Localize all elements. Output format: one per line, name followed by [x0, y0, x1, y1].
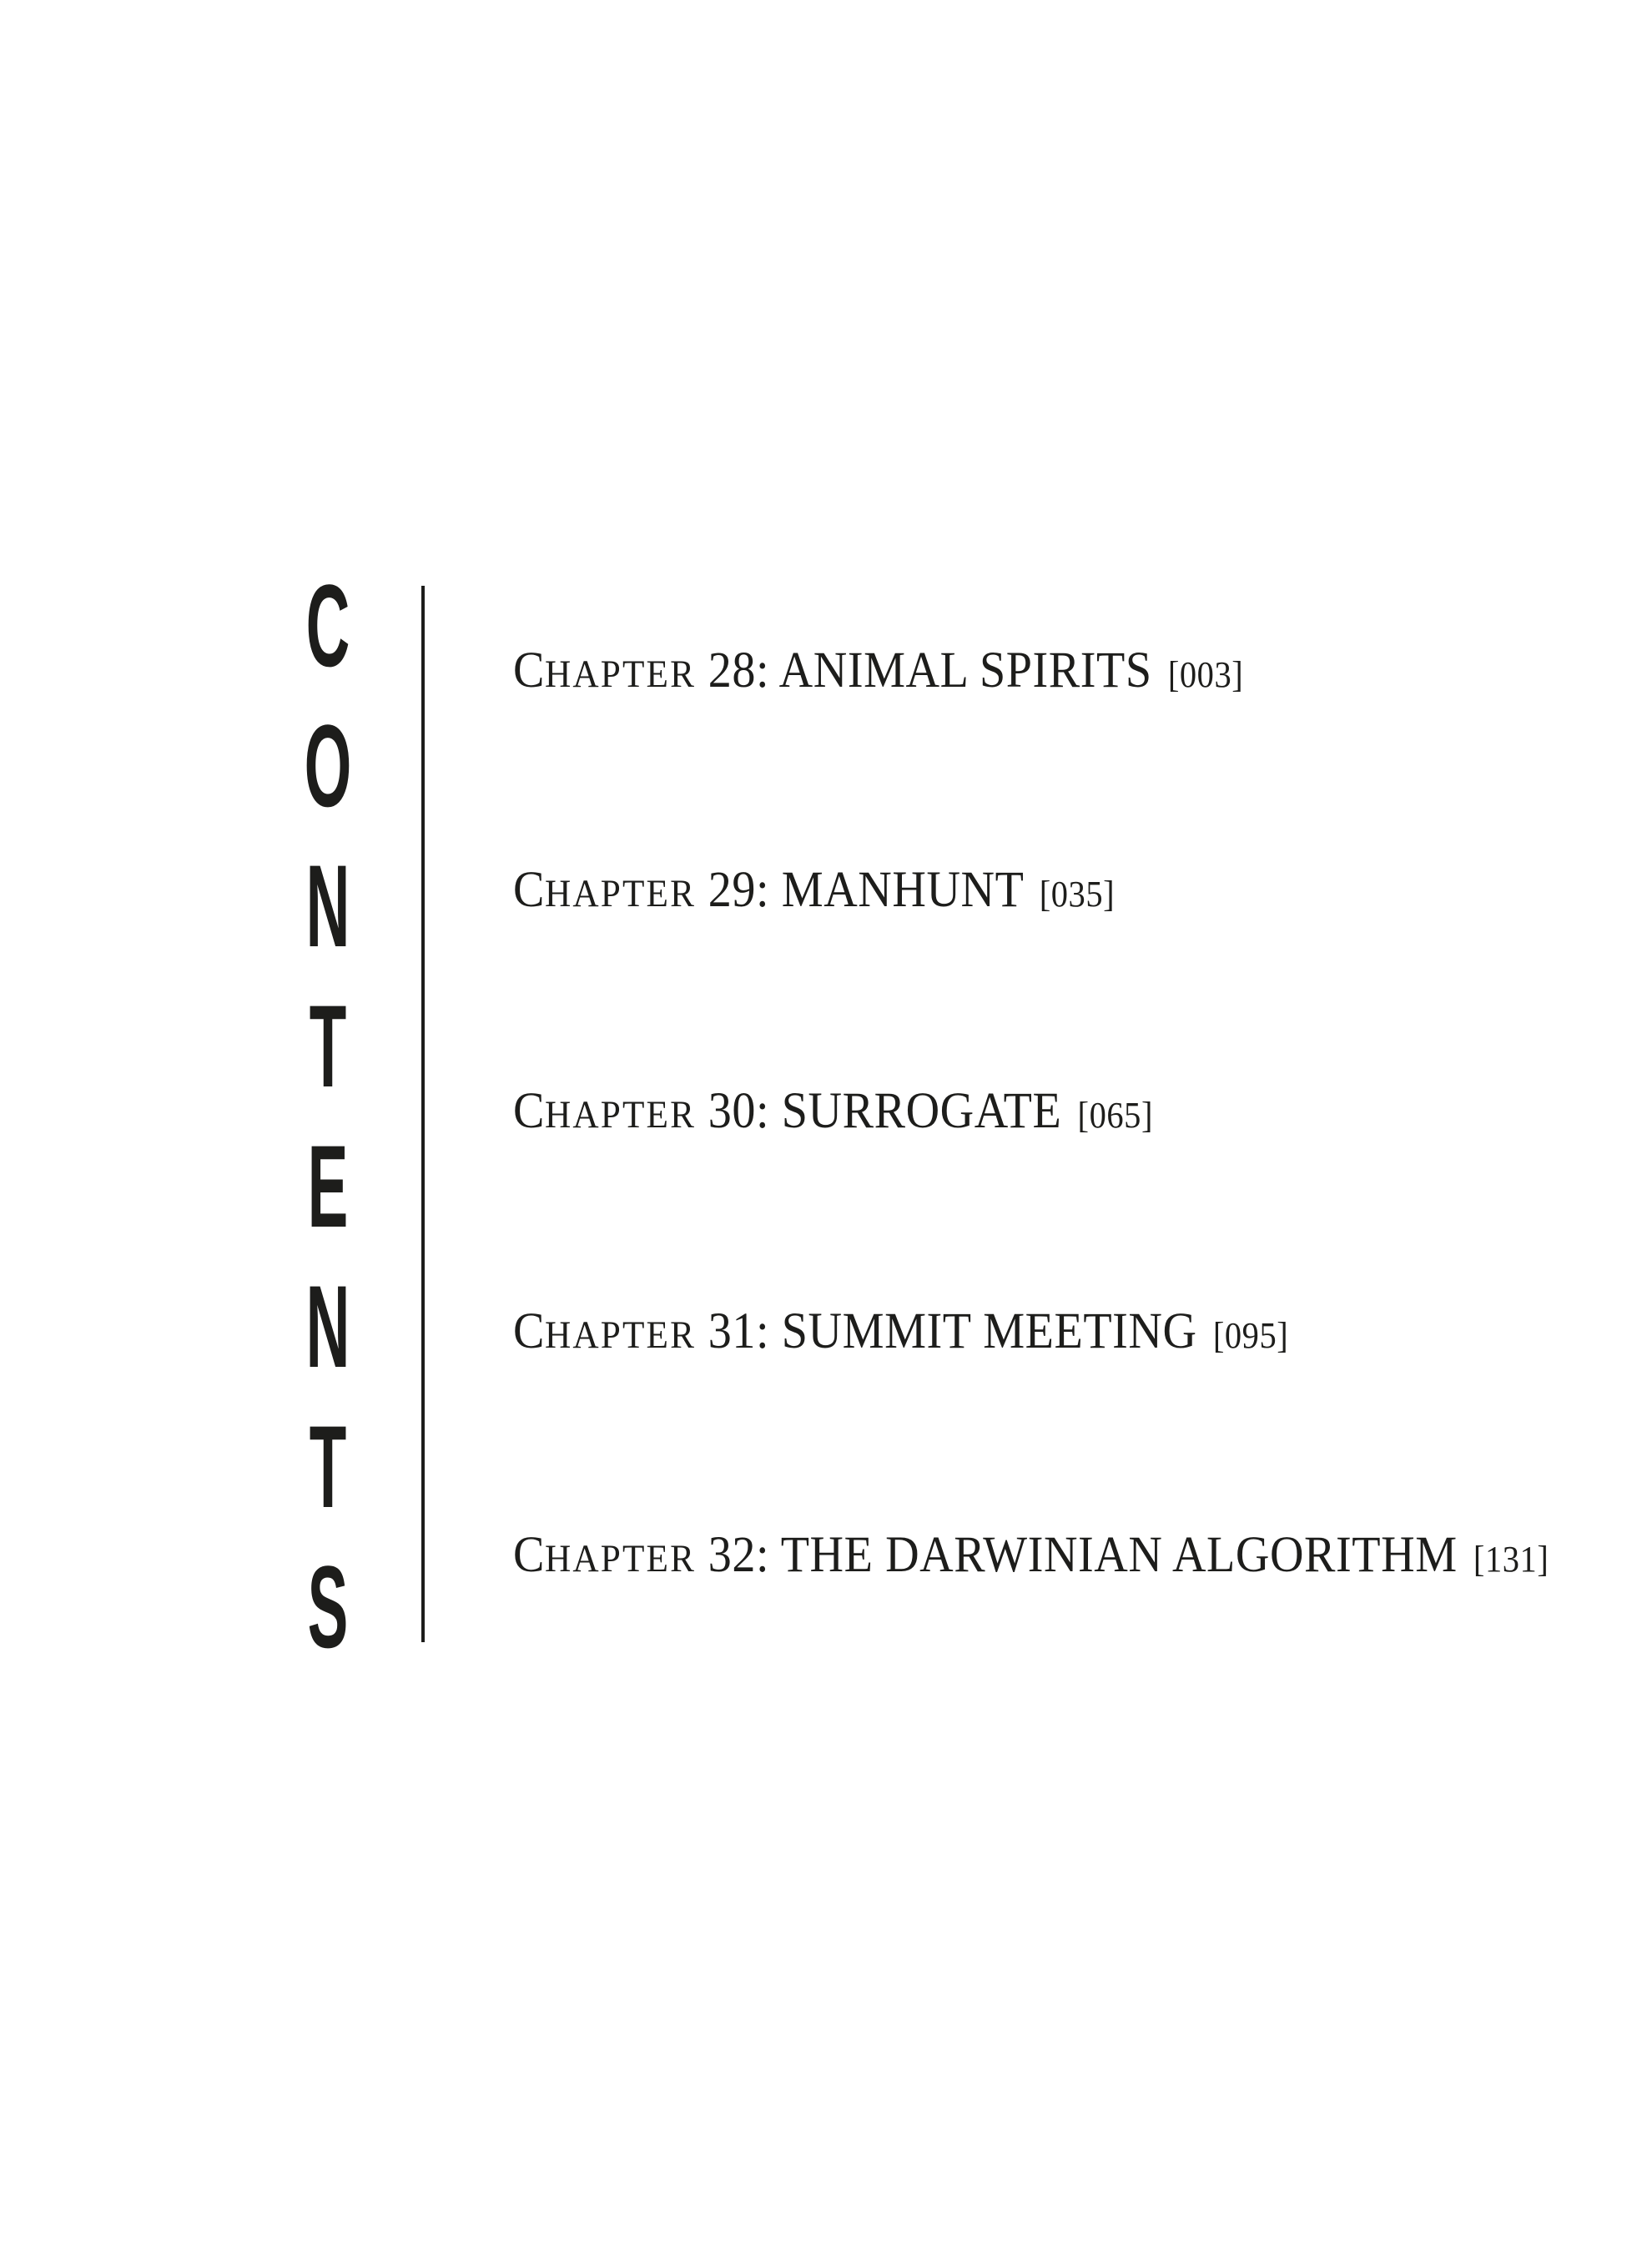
- toc-entry-chapter-29: [513, 862, 1116, 918]
- toc-entry-chapter-28: [513, 645, 1243, 696]
- contents-letter: O: [304, 700, 352, 831]
- chapter-label-initial: C: [513, 1083, 545, 1139]
- toc-entry-chapter-32: [513, 1527, 1549, 1583]
- contents-letter: T: [309, 1401, 347, 1532]
- chapter-label-rest: HAPTER: [544, 872, 697, 915]
- page-number: [003]: [1167, 654, 1244, 695]
- chapter-label-initial: C: [513, 862, 545, 918]
- page-number: [131]: [1473, 1539, 1549, 1580]
- chapter-label-rest: HAPTER: [544, 1537, 697, 1580]
- chapter-title: SUMMIT MEETING: [781, 1303, 1197, 1359]
- chapter-label-initial: C: [513, 1303, 545, 1359]
- chapter-number: 32:: [708, 1527, 770, 1583]
- contents-letter: N: [305, 1261, 350, 1392]
- chapter-label-rest: HAPTER: [544, 653, 697, 696]
- toc-entry-chapter-31: [513, 1303, 1289, 1359]
- page-number: [035]: [1039, 874, 1116, 915]
- chapter-title: MANHUNT: [781, 862, 1024, 918]
- chapter-title: THE DARWINIAN ALGORITHM: [780, 1527, 1458, 1583]
- chapter-number: 30:: [708, 1083, 770, 1139]
- page-number: [065]: [1077, 1095, 1154, 1136]
- contents-letter: S: [307, 1541, 349, 1672]
- contents-letter: T: [309, 980, 347, 1111]
- contents-letter: C: [305, 560, 350, 691]
- chapter-label-rest: HAPTER: [544, 1093, 697, 1137]
- chapter-number: 29:: [708, 862, 770, 918]
- divider-rule: [421, 586, 425, 1642]
- toc-entry-chapter-30: [513, 1083, 1154, 1139]
- chapter-title: ANIMAL SPIRITS: [778, 643, 1152, 698]
- contents-letter: E: [307, 1121, 349, 1252]
- chapter-number: 28:: [708, 643, 770, 698]
- chapter-label-rest: HAPTER: [544, 1313, 697, 1357]
- chapter-label-initial: C: [513, 643, 545, 698]
- contents-letter: N: [305, 840, 350, 971]
- chapter-number: 31:: [708, 1303, 770, 1359]
- chapter-title: SURROGATE: [781, 1083, 1062, 1139]
- page-number: [095]: [1212, 1315, 1289, 1356]
- chapter-label-initial: C: [513, 1527, 545, 1583]
- contents-vertical-title: [261, 556, 395, 1677]
